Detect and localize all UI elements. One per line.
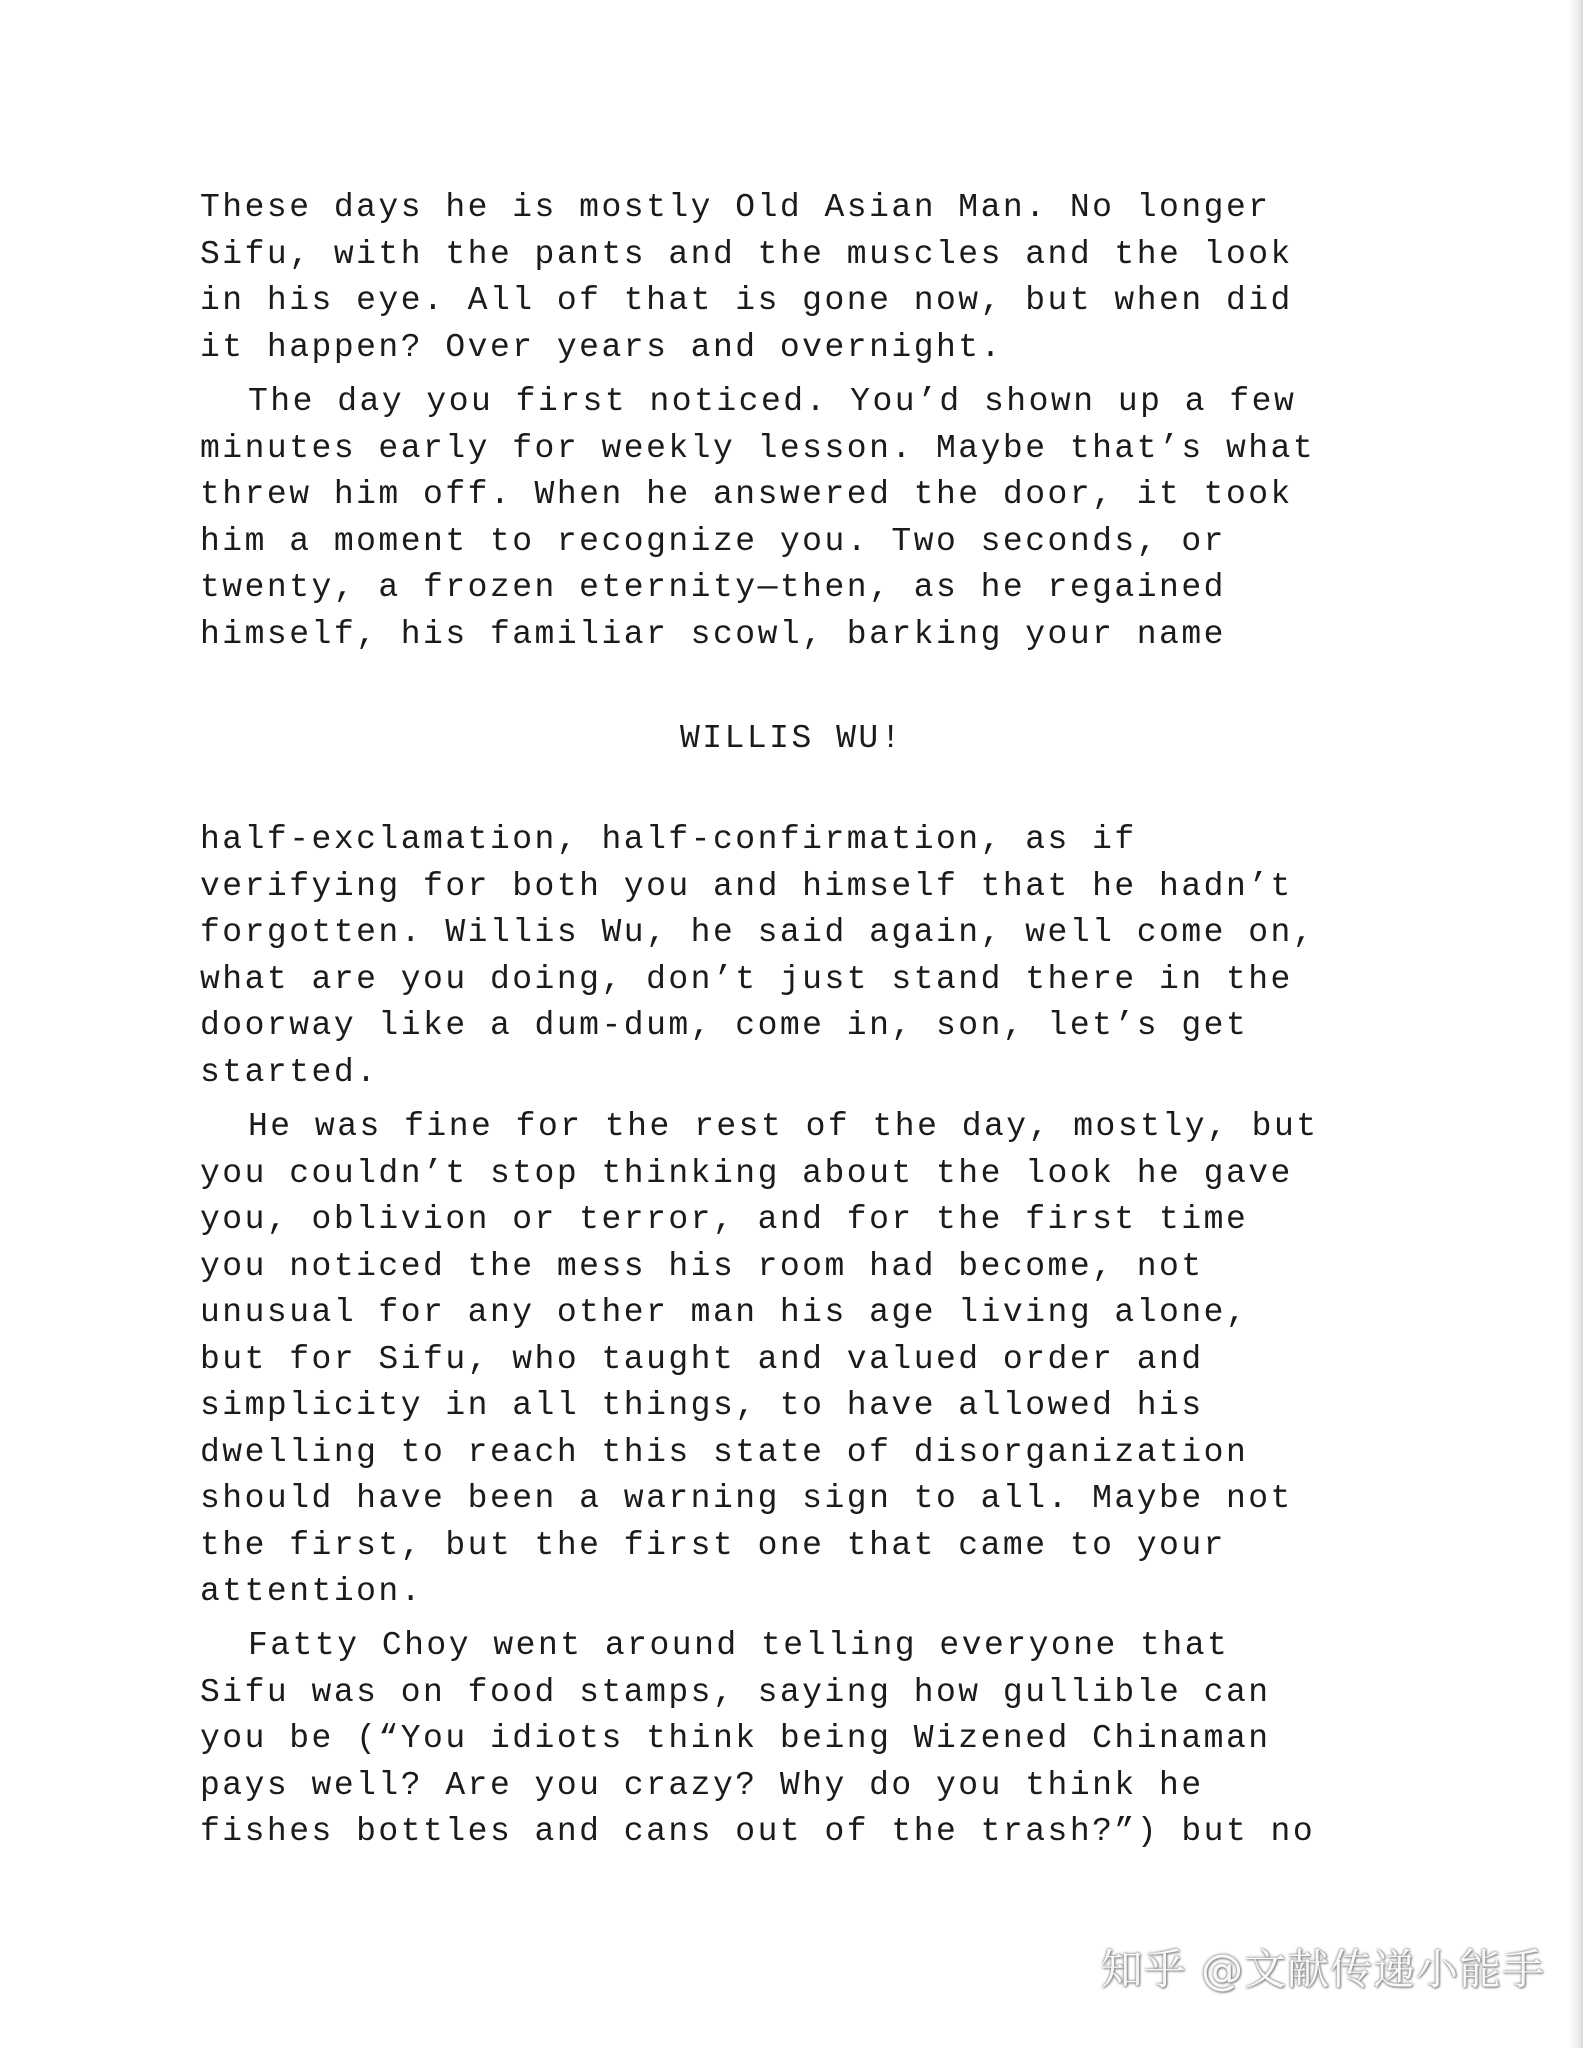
text-line: what are you doing, don’t just stand there in the: [200, 960, 1293, 998]
text-line: should have been a warning sign to all. Maybe not: [200, 1480, 1293, 1517]
text-line: Sifu, with the pants and the muscles and the look: [200, 235, 1293, 273]
page-edge-shadow: [1569, 0, 1583, 2048]
centered-name-line: WILLIS WU!: [679, 720, 904, 757]
text-line: pays well? Are you crazy? Why do you think he: [200, 1766, 1204, 1804]
text-line: attention.: [200, 1573, 424, 1610]
paragraph-2: [200, 379, 1400, 658]
text-line: himself, his familiar scowl, barking your name: [200, 615, 1226, 653]
text-line: threw him off. When he answered the door, it took: [200, 476, 1293, 513]
paragraph-1: [200, 185, 1400, 371]
paragraph-3: [200, 817, 1400, 1096]
text-line: but for Sifu, who taught and valued order and: [200, 1340, 1204, 1378]
text-line: you be (“You idiots think being Wizened Chinaman: [200, 1720, 1271, 1757]
text-line: unusual for any other man his age living alone,: [200, 1294, 1249, 1331]
text-line: simplicity in all things, to have allowed his: [200, 1387, 1204, 1424]
paragraph-5: [200, 1623, 1400, 1856]
text-line: verifying for both you and himself that he hadn’t: [200, 867, 1293, 905]
text-line: forgotten. Willis Wu, he said again, well come on,: [200, 914, 1316, 951]
text-line: dwelling to reach this state of disorganization: [200, 1433, 1249, 1471]
text-line: The day you first noticed. You’d shown up a few: [248, 383, 1297, 420]
watermark-text: 知乎 @文献传递小能手: [1100, 1945, 1545, 1994]
text-line: fishes bottles and cans out of the trash?”) but no: [200, 1813, 1316, 1850]
text-line: Fatty Choy went around telling everyone that: [248, 1627, 1230, 1664]
text-line: minutes early for weekly lesson. Maybe that’s what: [200, 429, 1316, 467]
text-line: him a moment to recognize you. Two seconds, or: [200, 522, 1226, 560]
text-line: you, oblivion or terror, and for the first time: [200, 1201, 1249, 1238]
text-line: half-exclamation, half-confirmation, as if: [200, 821, 1137, 858]
text-line: twenty, a frozen eternity—then, as he regained: [200, 569, 1226, 606]
text-line: you couldn’t stop thinking about the look he gave: [200, 1154, 1293, 1192]
text-line: it happen? Over years and overnight.: [200, 328, 1003, 366]
text-line: He was fine for the rest of the day, mostly, but: [248, 1108, 1319, 1145]
text-line: These days he is mostly Old Asian Man. No longer: [200, 189, 1271, 226]
text-line: Sifu was on food stamps, saying how gullible can: [200, 1673, 1271, 1711]
paragraph-4: [200, 1104, 1400, 1616]
text-line: the first, but the first one that came to your: [200, 1526, 1226, 1564]
text-line: doorway like a dum-dum, come in, son, let’s get: [200, 1007, 1249, 1044]
text-line: in his eye. All of that is gone now, but when did: [200, 282, 1293, 319]
text-line: you noticed the mess his room had become, not: [200, 1247, 1204, 1285]
text-line: started.: [200, 1053, 379, 1091]
